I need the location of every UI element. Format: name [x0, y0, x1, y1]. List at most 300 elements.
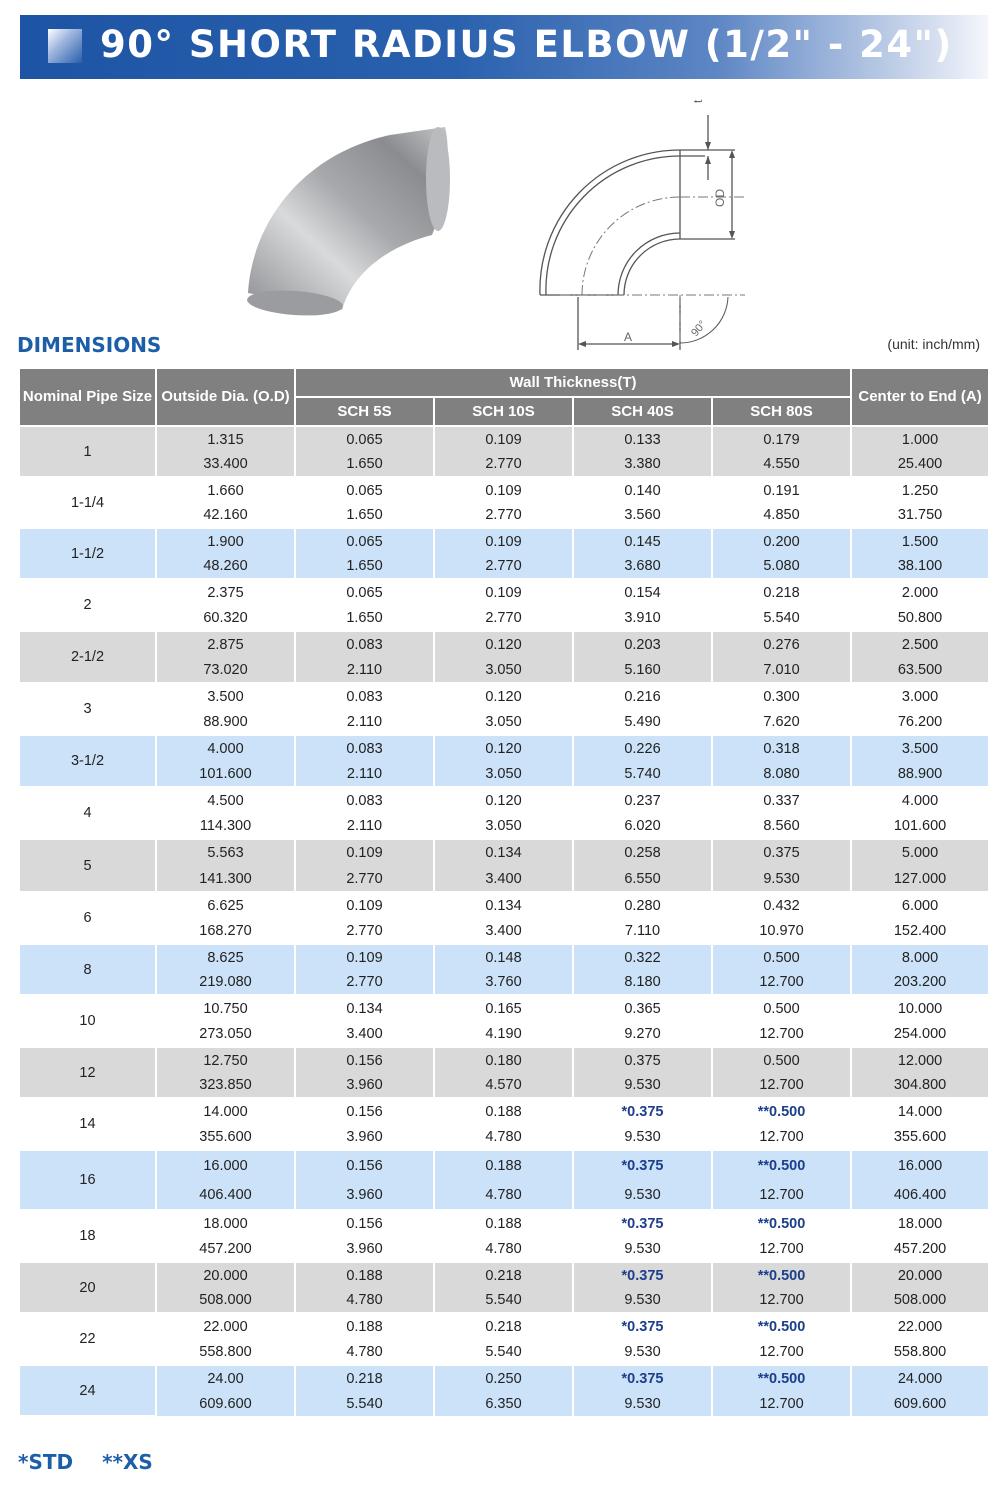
- value-cell: **0.500: [712, 1150, 851, 1181]
- value-cell: 9.530: [573, 1391, 712, 1416]
- value-cell: 42.160: [156, 503, 295, 528]
- value-cell: 0.109: [434, 579, 573, 605]
- value-cell: 2.770: [295, 918, 434, 944]
- value-cell: 508.000: [156, 1288, 295, 1313]
- value-cell: 3.380: [573, 452, 712, 477]
- value-cell: 0.216: [573, 683, 712, 709]
- value-cell: 73.020: [156, 657, 295, 683]
- value-cell: 9.270: [573, 1021, 712, 1047]
- value-cell: *0.375: [573, 1313, 712, 1339]
- value-cell: 101.600: [156, 761, 295, 787]
- value-cell: 3.960: [295, 1073, 434, 1098]
- value-cell: 0.156: [295, 1098, 434, 1124]
- value-cell: 0.200: [712, 528, 851, 554]
- value-cell: 9.530: [573, 1124, 712, 1150]
- value-cell: 12.750: [156, 1047, 295, 1073]
- value-cell: 12.700: [712, 1181, 851, 1210]
- value-cell: 12.700: [712, 1073, 851, 1098]
- table-row: [19, 1391, 989, 1416]
- value-cell: 127.000: [851, 866, 989, 892]
- value-cell: 9.530: [573, 1339, 712, 1365]
- value-cell: 0.322: [573, 944, 712, 970]
- value-cell: 6.350: [434, 1391, 573, 1416]
- table-row: [19, 918, 989, 944]
- table-row: [19, 1288, 989, 1313]
- value-cell: 9.530: [712, 866, 851, 892]
- value-cell: 0.109: [295, 892, 434, 918]
- value-cell: 0.109: [295, 944, 434, 970]
- value-cell: 355.600: [851, 1124, 989, 1150]
- drawing-angle-label: 90°: [689, 318, 709, 339]
- value-cell: 1.660: [156, 477, 295, 503]
- title-square-icon: [48, 29, 82, 63]
- value-cell: 0.065: [295, 579, 434, 605]
- value-cell: 60.320: [156, 605, 295, 631]
- value-cell: 457.200: [851, 1236, 989, 1262]
- value-cell: 5.080: [712, 554, 851, 579]
- nominal-size-cell: 4: [19, 787, 156, 839]
- value-cell: 0.180: [434, 1047, 573, 1073]
- value-cell: 4.780: [434, 1124, 573, 1150]
- value-cell: 0.218: [295, 1365, 434, 1391]
- value-cell: 0.156: [295, 1150, 434, 1181]
- header-nominal-size: Nominal Pipe Size: [19, 368, 156, 426]
- value-cell: 9.530: [573, 1288, 712, 1313]
- value-cell: 16.000: [851, 1150, 989, 1181]
- value-cell: 7.620: [712, 709, 851, 735]
- value-cell: 12.700: [712, 1288, 851, 1313]
- title-bar: [20, 15, 988, 79]
- table-row: [19, 1313, 989, 1339]
- value-cell: 0.148: [434, 944, 573, 970]
- value-cell: 0.203: [573, 631, 712, 657]
- value-cell: 609.600: [851, 1391, 989, 1416]
- header-outside-dia: Outside Dia. (O.D): [156, 368, 295, 426]
- value-cell: 3.910: [573, 605, 712, 631]
- value-cell: 3.760: [434, 970, 573, 995]
- value-cell: 0.109: [434, 528, 573, 554]
- value-cell: 355.600: [156, 1124, 295, 1150]
- value-cell: 1.650: [295, 554, 434, 579]
- table-row: [19, 452, 989, 477]
- value-cell: 12.700: [712, 1124, 851, 1150]
- value-cell: 4.780: [434, 1236, 573, 1262]
- footnotes: [18, 1450, 175, 1474]
- value-cell: 3.050: [434, 657, 573, 683]
- table-row: [19, 995, 989, 1021]
- value-cell: 3.500: [156, 683, 295, 709]
- table-row: [19, 579, 989, 605]
- value-cell: 4.000: [156, 735, 295, 761]
- value-cell: 304.800: [851, 1073, 989, 1098]
- value-cell: 0.134: [434, 892, 573, 918]
- value-cell: 0.188: [295, 1262, 434, 1288]
- value-cell: 1.650: [295, 452, 434, 477]
- value-cell: 0.083: [295, 787, 434, 813]
- section-title: DIMENSIONS: [17, 333, 162, 357]
- value-cell: 558.800: [156, 1339, 295, 1365]
- table-row: [19, 839, 989, 866]
- table-row: [19, 709, 989, 735]
- value-cell: 0.188: [434, 1150, 573, 1181]
- value-cell: 1.315: [156, 426, 295, 452]
- value-cell: 5.740: [573, 761, 712, 787]
- value-cell: 3.960: [295, 1181, 434, 1210]
- unit-note: (unit: inch/mm): [887, 336, 980, 352]
- value-cell: *0.375: [573, 1150, 712, 1181]
- value-cell: 609.600: [156, 1391, 295, 1416]
- value-cell: 24.00: [156, 1365, 295, 1391]
- value-cell: 0.218: [712, 579, 851, 605]
- table-row: [19, 657, 989, 683]
- value-cell: 0.432: [712, 892, 851, 918]
- value-cell: 0.365: [573, 995, 712, 1021]
- value-cell: 88.900: [156, 709, 295, 735]
- value-cell: 22.000: [156, 1313, 295, 1339]
- table-row: [19, 1339, 989, 1365]
- value-cell: 0.218: [434, 1313, 573, 1339]
- value-cell: 0.134: [295, 995, 434, 1021]
- value-cell: 12.000: [851, 1047, 989, 1073]
- value-cell: 3.560: [573, 503, 712, 528]
- value-cell: *0.375: [573, 1098, 712, 1124]
- value-cell: 152.400: [851, 918, 989, 944]
- value-cell: 7.010: [712, 657, 851, 683]
- table-row: [19, 503, 989, 528]
- value-cell: 2.110: [295, 657, 434, 683]
- value-cell: **0.500: [712, 1262, 851, 1288]
- value-cell: 20.000: [156, 1262, 295, 1288]
- value-cell: 2.110: [295, 813, 434, 839]
- table-row: [19, 892, 989, 918]
- table-row: [19, 787, 989, 813]
- nominal-size-cell: 8: [19, 944, 156, 995]
- value-cell: 0.250: [434, 1365, 573, 1391]
- value-cell: 4.780: [295, 1288, 434, 1313]
- table-row: [19, 554, 989, 579]
- value-cell: 2.375: [156, 579, 295, 605]
- value-cell: 1.650: [295, 503, 434, 528]
- table-row: [19, 426, 989, 452]
- nominal-size-cell: 22: [19, 1313, 156, 1365]
- value-cell: 0.500: [712, 944, 851, 970]
- value-cell: 141.300: [156, 866, 295, 892]
- value-cell: 8.625: [156, 944, 295, 970]
- value-cell: 1.250: [851, 477, 989, 503]
- value-cell: 14.000: [156, 1098, 295, 1124]
- nominal-size-cell: 16: [19, 1150, 156, 1210]
- value-cell: 0.258: [573, 839, 712, 866]
- value-cell: 12.700: [712, 1236, 851, 1262]
- value-cell: 2.770: [295, 866, 434, 892]
- value-cell: 203.200: [851, 970, 989, 995]
- value-cell: 0.120: [434, 787, 573, 813]
- nominal-size-cell: 10: [19, 995, 156, 1047]
- table-row: [19, 1021, 989, 1047]
- value-cell: 101.600: [851, 813, 989, 839]
- value-cell: 22.000: [851, 1313, 989, 1339]
- value-cell: 2.770: [434, 605, 573, 631]
- value-cell: 254.000: [851, 1021, 989, 1047]
- value-cell: 0.140: [573, 477, 712, 503]
- value-cell: 457.200: [156, 1236, 295, 1262]
- value-cell: 2.770: [434, 452, 573, 477]
- value-cell: 31.750: [851, 503, 989, 528]
- value-cell: 3.400: [434, 866, 573, 892]
- nominal-size-cell: 1-1/4: [19, 477, 156, 528]
- table-row: [19, 1210, 989, 1236]
- header-sch-40s: SCH 40S: [573, 397, 712, 426]
- table-row: [19, 605, 989, 631]
- drawing-t-label: t: [691, 99, 705, 103]
- value-cell: 5.490: [573, 709, 712, 735]
- dimensions-table: [18, 367, 990, 1417]
- value-cell: 10.000: [851, 995, 989, 1021]
- drawing-od-label: OD: [713, 189, 727, 207]
- value-cell: 0.218: [434, 1262, 573, 1288]
- value-cell: 3.050: [434, 709, 573, 735]
- value-cell: **0.500: [712, 1365, 851, 1391]
- table-row: [19, 1262, 989, 1288]
- value-cell: 2.500: [851, 631, 989, 657]
- value-cell: 406.400: [851, 1181, 989, 1210]
- value-cell: 4.000: [851, 787, 989, 813]
- value-cell: 1.650: [295, 605, 434, 631]
- value-cell: 219.080: [156, 970, 295, 995]
- nominal-size-cell: 5: [19, 839, 156, 892]
- nominal-size-cell: 18: [19, 1210, 156, 1262]
- value-cell: 2.770: [434, 554, 573, 579]
- value-cell: 63.500: [851, 657, 989, 683]
- value-cell: 0.318: [712, 735, 851, 761]
- value-cell: 558.800: [851, 1339, 989, 1365]
- value-cell: 24.000: [851, 1365, 989, 1391]
- footnote-xs: **XS: [102, 1450, 153, 1474]
- value-cell: 0.337: [712, 787, 851, 813]
- table-row: [19, 944, 989, 970]
- value-cell: 50.800: [851, 605, 989, 631]
- value-cell: 3.960: [295, 1236, 434, 1262]
- value-cell: 4.500: [156, 787, 295, 813]
- value-cell: 12.700: [712, 1021, 851, 1047]
- value-cell: 88.900: [851, 761, 989, 787]
- value-cell: **0.500: [712, 1313, 851, 1339]
- value-cell: 10.750: [156, 995, 295, 1021]
- value-cell: 48.260: [156, 554, 295, 579]
- table-row: [19, 631, 989, 657]
- value-cell: 2.770: [434, 503, 573, 528]
- value-cell: 1.000: [851, 426, 989, 452]
- header-sch-5s: SCH 5S: [295, 397, 434, 426]
- value-cell: *0.375: [573, 1210, 712, 1236]
- value-cell: 18.000: [851, 1210, 989, 1236]
- value-cell: 0.109: [295, 839, 434, 866]
- value-cell: 0.226: [573, 735, 712, 761]
- value-cell: 3.960: [295, 1124, 434, 1150]
- value-cell: 3.050: [434, 761, 573, 787]
- value-cell: 5.540: [434, 1288, 573, 1313]
- table-row: [19, 1047, 989, 1073]
- drawing-a-label: A: [624, 330, 633, 344]
- table-row: [19, 1236, 989, 1262]
- value-cell: 7.110: [573, 918, 712, 944]
- value-cell: 25.400: [851, 452, 989, 477]
- table-row: [19, 1181, 989, 1210]
- value-cell: 0.083: [295, 631, 434, 657]
- nominal-size-cell: 12: [19, 1047, 156, 1098]
- value-cell: 0.276: [712, 631, 851, 657]
- value-cell: 14.000: [851, 1098, 989, 1124]
- value-cell: 1.500: [851, 528, 989, 554]
- dimensions-table-body: [19, 426, 989, 1416]
- value-cell: 6.020: [573, 813, 712, 839]
- value-cell: 0.154: [573, 579, 712, 605]
- table-row: [19, 1124, 989, 1150]
- value-cell: 1.900: [156, 528, 295, 554]
- footnote-std: *STD: [18, 1450, 74, 1474]
- value-cell: 0.145: [573, 528, 712, 554]
- header-center-to-end: Center to End (A): [851, 368, 989, 426]
- value-cell: 406.400: [156, 1181, 295, 1210]
- value-cell: 3.500: [851, 735, 989, 761]
- value-cell: **0.500: [712, 1210, 851, 1236]
- elbow-photo: [240, 115, 460, 320]
- value-cell: 0.065: [295, 528, 434, 554]
- value-cell: 323.850: [156, 1073, 295, 1098]
- value-cell: 6.625: [156, 892, 295, 918]
- value-cell: 3.680: [573, 554, 712, 579]
- value-cell: 3.050: [434, 813, 573, 839]
- nominal-size-cell: 3: [19, 683, 156, 735]
- value-cell: 0.120: [434, 735, 573, 761]
- value-cell: 0.120: [434, 631, 573, 657]
- value-cell: 2.110: [295, 709, 434, 735]
- header-wall-thickness: Wall Thickness(T): [295, 368, 851, 397]
- value-cell: 10.970: [712, 918, 851, 944]
- value-cell: 5.540: [295, 1391, 434, 1416]
- value-cell: 114.300: [156, 813, 295, 839]
- table-row: [19, 735, 989, 761]
- value-cell: 2.110: [295, 761, 434, 787]
- nominal-size-cell: 3-1/2: [19, 735, 156, 787]
- table-row: [19, 1150, 989, 1181]
- value-cell: 16.000: [156, 1150, 295, 1181]
- nominal-size-cell: 20: [19, 1262, 156, 1313]
- value-cell: 0.188: [295, 1313, 434, 1339]
- value-cell: 12.700: [712, 970, 851, 995]
- value-cell: 5.000: [851, 839, 989, 866]
- value-cell: 12.700: [712, 1339, 851, 1365]
- value-cell: 0.109: [434, 426, 573, 452]
- value-cell: 6.000: [851, 892, 989, 918]
- nominal-size-cell: 6: [19, 892, 156, 944]
- value-cell: 9.530: [573, 1236, 712, 1262]
- value-cell: *0.375: [573, 1262, 712, 1288]
- nominal-size-cell: 1: [19, 426, 156, 477]
- value-cell: 0.120: [434, 683, 573, 709]
- value-cell: 2.770: [295, 970, 434, 995]
- value-cell: 9.530: [573, 1073, 712, 1098]
- value-cell: 0.300: [712, 683, 851, 709]
- nominal-size-cell: 14: [19, 1098, 156, 1150]
- value-cell: 0.188: [434, 1210, 573, 1236]
- value-cell: 18.000: [156, 1210, 295, 1236]
- value-cell: 33.400: [156, 452, 295, 477]
- value-cell: 0.375: [712, 839, 851, 866]
- value-cell: 0.083: [295, 735, 434, 761]
- value-cell: 3.000: [851, 683, 989, 709]
- value-cell: 0.134: [434, 839, 573, 866]
- value-cell: 3.400: [295, 1021, 434, 1047]
- nominal-size-cell: 2-1/2: [19, 631, 156, 683]
- value-cell: 0.133: [573, 426, 712, 452]
- value-cell: 38.100: [851, 554, 989, 579]
- value-cell: 8.180: [573, 970, 712, 995]
- table-row: [19, 761, 989, 787]
- value-cell: 4.550: [712, 452, 851, 477]
- value-cell: 76.200: [851, 709, 989, 735]
- value-cell: 5.160: [573, 657, 712, 683]
- value-cell: 4.850: [712, 503, 851, 528]
- value-cell: 0.156: [295, 1210, 434, 1236]
- value-cell: 0.065: [295, 426, 434, 452]
- value-cell: 0.188: [434, 1098, 573, 1124]
- value-cell: 508.000: [851, 1288, 989, 1313]
- value-cell: 4.780: [434, 1181, 573, 1210]
- value-cell: 8.080: [712, 761, 851, 787]
- nominal-size-cell: 24: [19, 1365, 156, 1416]
- value-cell: 20.000: [851, 1262, 989, 1288]
- table-row: [19, 970, 989, 995]
- value-cell: 168.270: [156, 918, 295, 944]
- value-cell: 9.530: [573, 1181, 712, 1210]
- page-title: 90° SHORT RADIUS ELBOW (1/2" - 24"): [100, 23, 953, 66]
- value-cell: *0.375: [573, 1365, 712, 1391]
- value-cell: 0.500: [712, 1047, 851, 1073]
- value-cell: 8.000: [851, 944, 989, 970]
- value-cell: 5.563: [156, 839, 295, 866]
- header-sch-80s: SCH 80S: [712, 397, 851, 426]
- value-cell: 4.780: [295, 1339, 434, 1365]
- nominal-size-cell: 1-1/2: [19, 528, 156, 579]
- value-cell: 0.083: [295, 683, 434, 709]
- value-cell: 0.179: [712, 426, 851, 452]
- value-cell: 0.237: [573, 787, 712, 813]
- table-row: [19, 528, 989, 554]
- nominal-size-cell: 2: [19, 579, 156, 631]
- value-cell: 8.560: [712, 813, 851, 839]
- value-cell: 0.280: [573, 892, 712, 918]
- table-row: [19, 813, 989, 839]
- value-cell: 4.190: [434, 1021, 573, 1047]
- value-cell: 0.500: [712, 995, 851, 1021]
- value-cell: 2.875: [156, 631, 295, 657]
- table-row: [19, 1365, 989, 1391]
- table-row: [19, 477, 989, 503]
- value-cell: 12.700: [712, 1391, 851, 1416]
- value-cell: **0.500: [712, 1098, 851, 1124]
- value-cell: 0.165: [434, 995, 573, 1021]
- table-row: [19, 1098, 989, 1124]
- header-sch-10s: SCH 10S: [434, 397, 573, 426]
- elbow-drawing: [520, 85, 760, 355]
- value-cell: 2.000: [851, 579, 989, 605]
- value-cell: 0.156: [295, 1047, 434, 1073]
- value-cell: 273.050: [156, 1021, 295, 1047]
- value-cell: 5.540: [712, 605, 851, 631]
- value-cell: 0.065: [295, 477, 434, 503]
- value-cell: 3.400: [434, 918, 573, 944]
